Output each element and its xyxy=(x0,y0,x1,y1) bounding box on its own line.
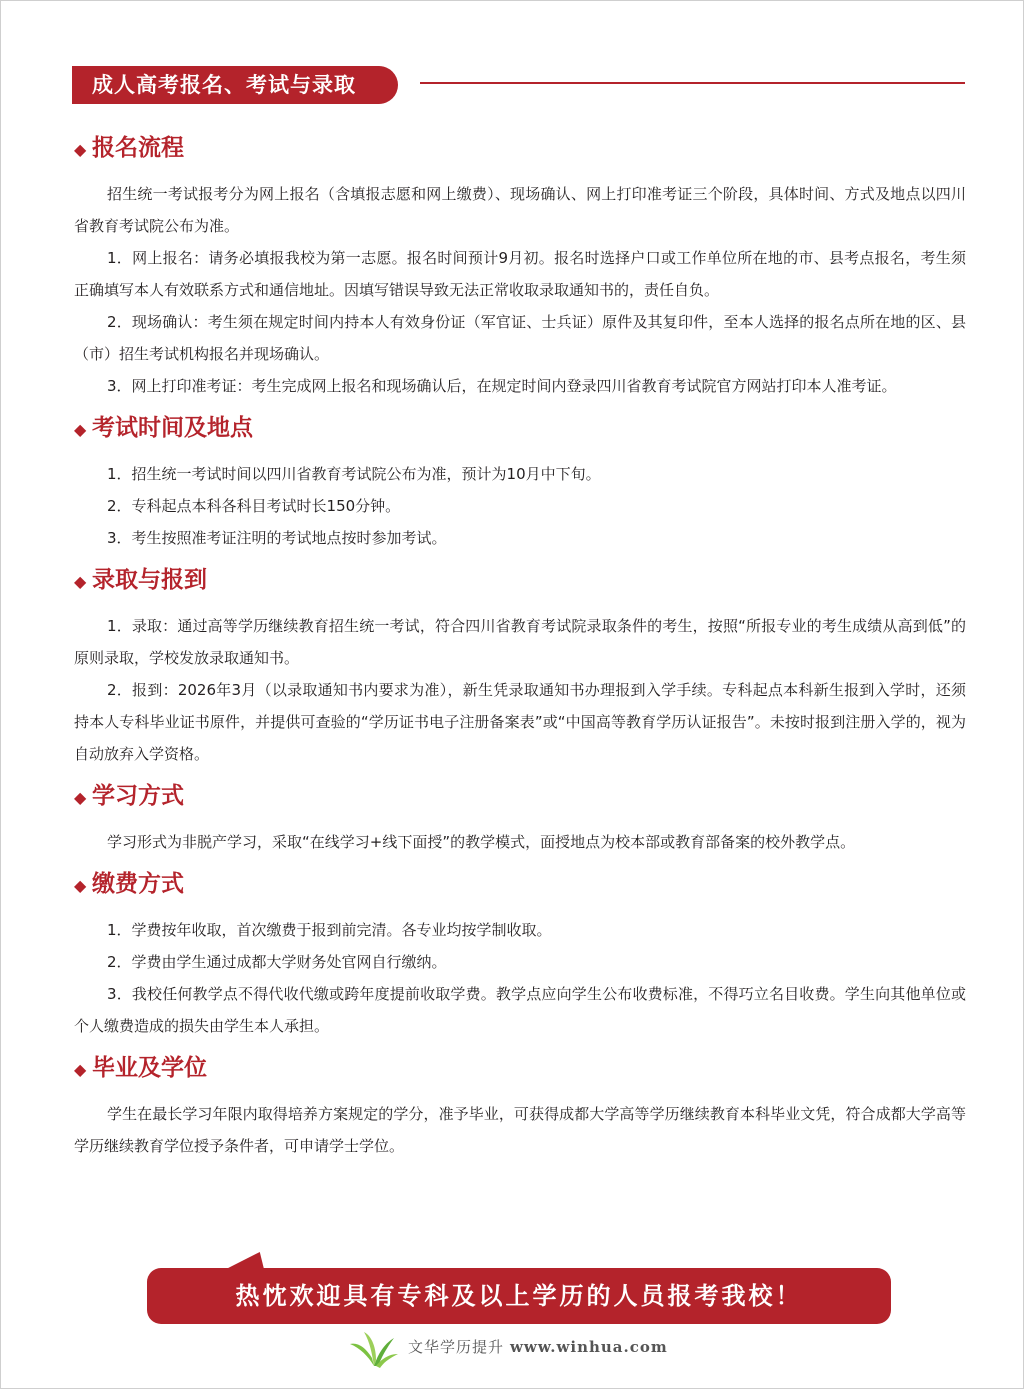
section-title-text: 学习方式 xyxy=(92,783,184,809)
paragraph: 2．专科起点本科各科目考试时长150分钟。 xyxy=(107,497,401,515)
banner-rule xyxy=(420,82,965,84)
section-title xyxy=(74,776,966,818)
section-study-mode xyxy=(74,776,966,858)
diamond-bullet-icon: ◆ xyxy=(74,140,87,159)
paragraph: 1．网上报名：请务必填报我校为第一志愿。报名时间预计9月初。报名时选择户口或工作单位所在地的市、县考点报名，考生须正确填写本人有效联系方式和通信地址。因填写错误导致无法正常收取录取通知书的，责任自负。 xyxy=(74,249,966,299)
section-admission xyxy=(74,560,966,770)
paragraph: 2．报到：2026年3月（以录取通知书内要求为准），新生凭录取通知书办理报到入学手续。专科起点本科新生报到入学时，还须持本人专科毕业证书原件，并提供可查验的“学历证书电子注册备案表”或“中国高等教育学历认证报告”。未按时报到注册入学的，视为自动放弃入学资格。 xyxy=(74,681,966,763)
paragraph: 2．现场确认：考生须在规定时间内持本人有效身份证（军官证、士兵证）原件及其复印件，至本人选择的报名点所在地的区、县（市）招生考试机构报名并现场确认。 xyxy=(74,313,966,363)
section-title-text: 毕业及学位 xyxy=(92,1055,207,1081)
paragraph: 1．学费按年收取，首次缴费于报到前完清。各专业均按学制收取。 xyxy=(107,921,552,939)
paragraph: 3．我校任何教学点不得代收代缴或跨年度提前收取学费。教学点应向学生公布收费标准，不得巧立名目收费。学生向其他单位或个人缴费造成的损失由学生本人承担。 xyxy=(74,985,966,1035)
section-title xyxy=(74,1048,966,1090)
section-title xyxy=(74,128,966,170)
section-title xyxy=(74,864,966,906)
section-title-text: 缴费方式 xyxy=(92,871,184,897)
paragraph: 3．考生按照准考证注明的考试地点按时参加考试。 xyxy=(107,529,447,547)
callout-bubble xyxy=(147,1268,891,1324)
paragraph: 1．录取：通过高等学历继续教育招生统一考试，符合四川省教育考试院录取条件的考生，按照“所报专业的考生成绩从高到低”的原则录取，学校发放录取通知书。 xyxy=(74,617,966,667)
diamond-bullet-icon: ◆ xyxy=(74,572,87,591)
welcome-callout xyxy=(147,1252,891,1324)
winhua-leaf-logo-icon xyxy=(346,1328,402,1368)
paragraph: 招生统一考试报考分为网上报名（含填报志愿和网上缴费）、现场确认、网上打印准考证三个阶段，具体时间、方式及地点以四川省教育考试院公布为准。 xyxy=(74,185,966,235)
paragraph: 学习形式为非脱产学习，采取“在线学习+线下面授”的教学模式，面授地点为校本部或教育部备案的校外教学点。 xyxy=(107,833,856,851)
banner-tab xyxy=(72,66,398,104)
section-title-text: 录取与报到 xyxy=(92,567,207,593)
paragraph: 学生在最长学习年限内取得培养方案规定的学分，准予毕业，可获得成都大学高等学历继续教育本科毕业文凭，符合成都大学高等学历继续教育学位授予条件者，可申请学士学位。 xyxy=(74,1105,966,1155)
footer-text xyxy=(408,1336,668,1358)
section-title-text: 报名流程 xyxy=(92,135,184,161)
paragraph: 3．网上打印准考证：考生完成网上报名和现场确认后，在规定时间内登录四川省教育考试院官方网站打印本人准考证。 xyxy=(107,377,897,395)
document-body xyxy=(74,128,966,1162)
diamond-bullet-icon: ◆ xyxy=(74,876,87,895)
diamond-bullet-icon: ◆ xyxy=(74,420,87,439)
callout-text: 热忱欢迎具有专科及以上学历的人员报考我校！ xyxy=(235,1281,803,1310)
section-registration xyxy=(74,128,966,402)
footer-url: www.winhua.com xyxy=(510,1338,668,1356)
section-exam-time-place xyxy=(74,408,966,554)
diamond-bullet-icon: ◆ xyxy=(74,788,87,807)
section-banner xyxy=(72,66,965,104)
section-title-text: 考试时间及地点 xyxy=(92,415,253,441)
section-title xyxy=(74,408,966,450)
paragraph: 2．学费由学生通过成都大学财务处官网自行缴纳。 xyxy=(107,953,447,971)
footer-brand-name: 文华学历提升 xyxy=(408,1338,505,1356)
section-payment xyxy=(74,864,966,1042)
paragraph: 1．招生统一考试时间以四川省教育考试院公布为准，预计为10月中下旬。 xyxy=(107,465,601,483)
section-title xyxy=(74,560,966,602)
section-graduation-degree xyxy=(74,1048,966,1162)
banner-title: 成人高考报名、考试与录取 xyxy=(92,73,356,97)
diamond-bullet-icon: ◆ xyxy=(74,1060,87,1079)
